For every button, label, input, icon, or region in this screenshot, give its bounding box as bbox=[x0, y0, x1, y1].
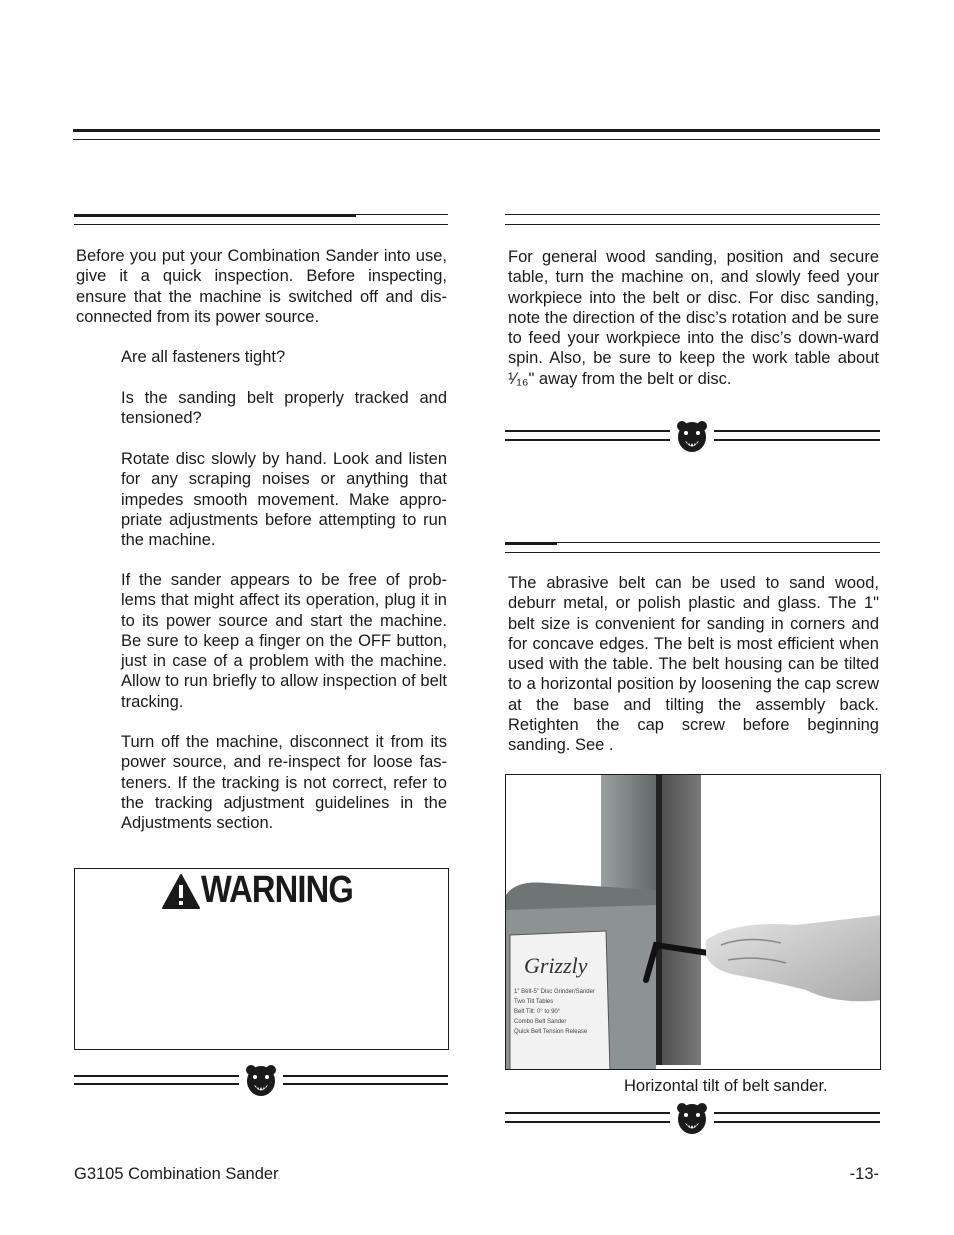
right-divider1-rule-b-top bbox=[714, 430, 880, 432]
right-divider2-rule-b-top bbox=[714, 1112, 880, 1114]
warning-triangle-icon bbox=[161, 873, 201, 911]
check-item-3: Rotate disc slowly by hand. Look and listen for any scraping noises or anything that impedes smooth movement. Make appro-priate adjustments before attempting to run the machine. bbox=[121, 450, 447, 550]
belt-sander-illustration bbox=[506, 775, 881, 1070]
label-line-3: Belt Tilt: 0° to 90° bbox=[514, 1009, 561, 1015]
left-divider-rule-b-top bbox=[283, 1075, 448, 1077]
right-divider1-rule-a-top bbox=[505, 430, 670, 432]
label-line-5: Quick Belt Tension Release bbox=[514, 1029, 588, 1035]
right-section1-rule-thin bbox=[505, 224, 880, 225]
left-section-rule-thick bbox=[74, 214, 356, 217]
belt-sanding-text: The abrasive belt can be used to sand wood, deburr metal, or polish plastic and glass. The 1" belt size is convenient for sanding in corners and for concave edges. The belt is most efficient when used with the table. The belt housing can be tilted to a horizontal position by loosening the cap screw at the base and tilting the assembly back. Retighten the cap screw before beginning sanding. See . bbox=[508, 574, 879, 755]
warning-title: WARNING bbox=[201, 869, 353, 911]
general-sanding-text: For general wood sanding, position and secure table, turn the machine on, and slowly feed your workpiece into the belt or disc. For disc sanding, note the direction of the disc’s rotation and be sure to feed your workpiece into the disc’s down-ward spin. Also, be sure to keep the work table about ¹⁄₁₆" away from the belt or disc. bbox=[508, 248, 879, 388]
right-divider2-rule-b-bottom bbox=[714, 1121, 880, 1123]
check-item-1: Are all fasteners tight? bbox=[121, 348, 286, 366]
label-line-1: 1" Belt-5" Disc Grinder/Sander bbox=[514, 989, 595, 995]
figure-caption: Horizontal tilt of belt sander. bbox=[624, 1077, 828, 1095]
header-rule-thin bbox=[73, 139, 880, 140]
belt-sander-photo bbox=[505, 774, 881, 1070]
left-divider-rule-b-bottom bbox=[283, 1083, 448, 1085]
left-divider-rule-a-bottom bbox=[74, 1083, 239, 1085]
bear-logo-icon bbox=[242, 1062, 280, 1100]
right-divider1-rule-b-bottom bbox=[714, 439, 880, 441]
page-number: -13- bbox=[849, 1165, 879, 1183]
right-section2-rule-thin bbox=[505, 552, 880, 553]
check-item-4: If the sander appears to be free of prob-lems that might affect its operation, plug it in to its power source and start the machine. Be sure to keep a finger on the OFF button, just in case of a problem with the machine. Allow to run briefly to allow inspection of belt tracking. bbox=[121, 571, 447, 711]
inspection-intro: Before you put your Combination Sander into use, give it a quick inspection. Before inspecting, ensure that the machine is switched off and dis-connected from its power source. bbox=[76, 247, 447, 326]
left-section-rule-thin bbox=[74, 224, 448, 225]
bear-logo-icon bbox=[673, 1100, 711, 1138]
label-brand: Grizzly bbox=[524, 953, 588, 978]
check-item-5: Turn off the machine, disconnect it from its power source, and re-inspect for loose fas-teners. If the tracking is not correct, refer to the tracking adjustment guidelines in the Adjustments section. bbox=[121, 733, 447, 833]
right-section2-rule-thin-top bbox=[557, 542, 880, 543]
right-section2-rule-thick bbox=[505, 542, 557, 545]
label-line-4: Combo Belt Sander bbox=[514, 1019, 567, 1025]
left-divider-rule-a-top bbox=[74, 1075, 239, 1077]
right-divider2-rule-a-bottom bbox=[505, 1121, 670, 1123]
check-item-2: Is the sanding belt properly tracked and tensioned? bbox=[121, 389, 447, 428]
bear-logo-icon bbox=[673, 418, 711, 456]
right-section1-rule-thick bbox=[505, 214, 880, 215]
right-divider1-rule-a-bottom bbox=[505, 439, 670, 441]
header-rule-thick bbox=[73, 129, 880, 132]
label-line-2: Two Tilt Tables bbox=[514, 999, 554, 1005]
footer-title: G3105 Combination Sander bbox=[74, 1165, 279, 1183]
warning-box bbox=[74, 868, 449, 1050]
right-divider2-rule-a-top bbox=[505, 1112, 670, 1114]
left-section-rule-thin-top bbox=[356, 214, 448, 215]
